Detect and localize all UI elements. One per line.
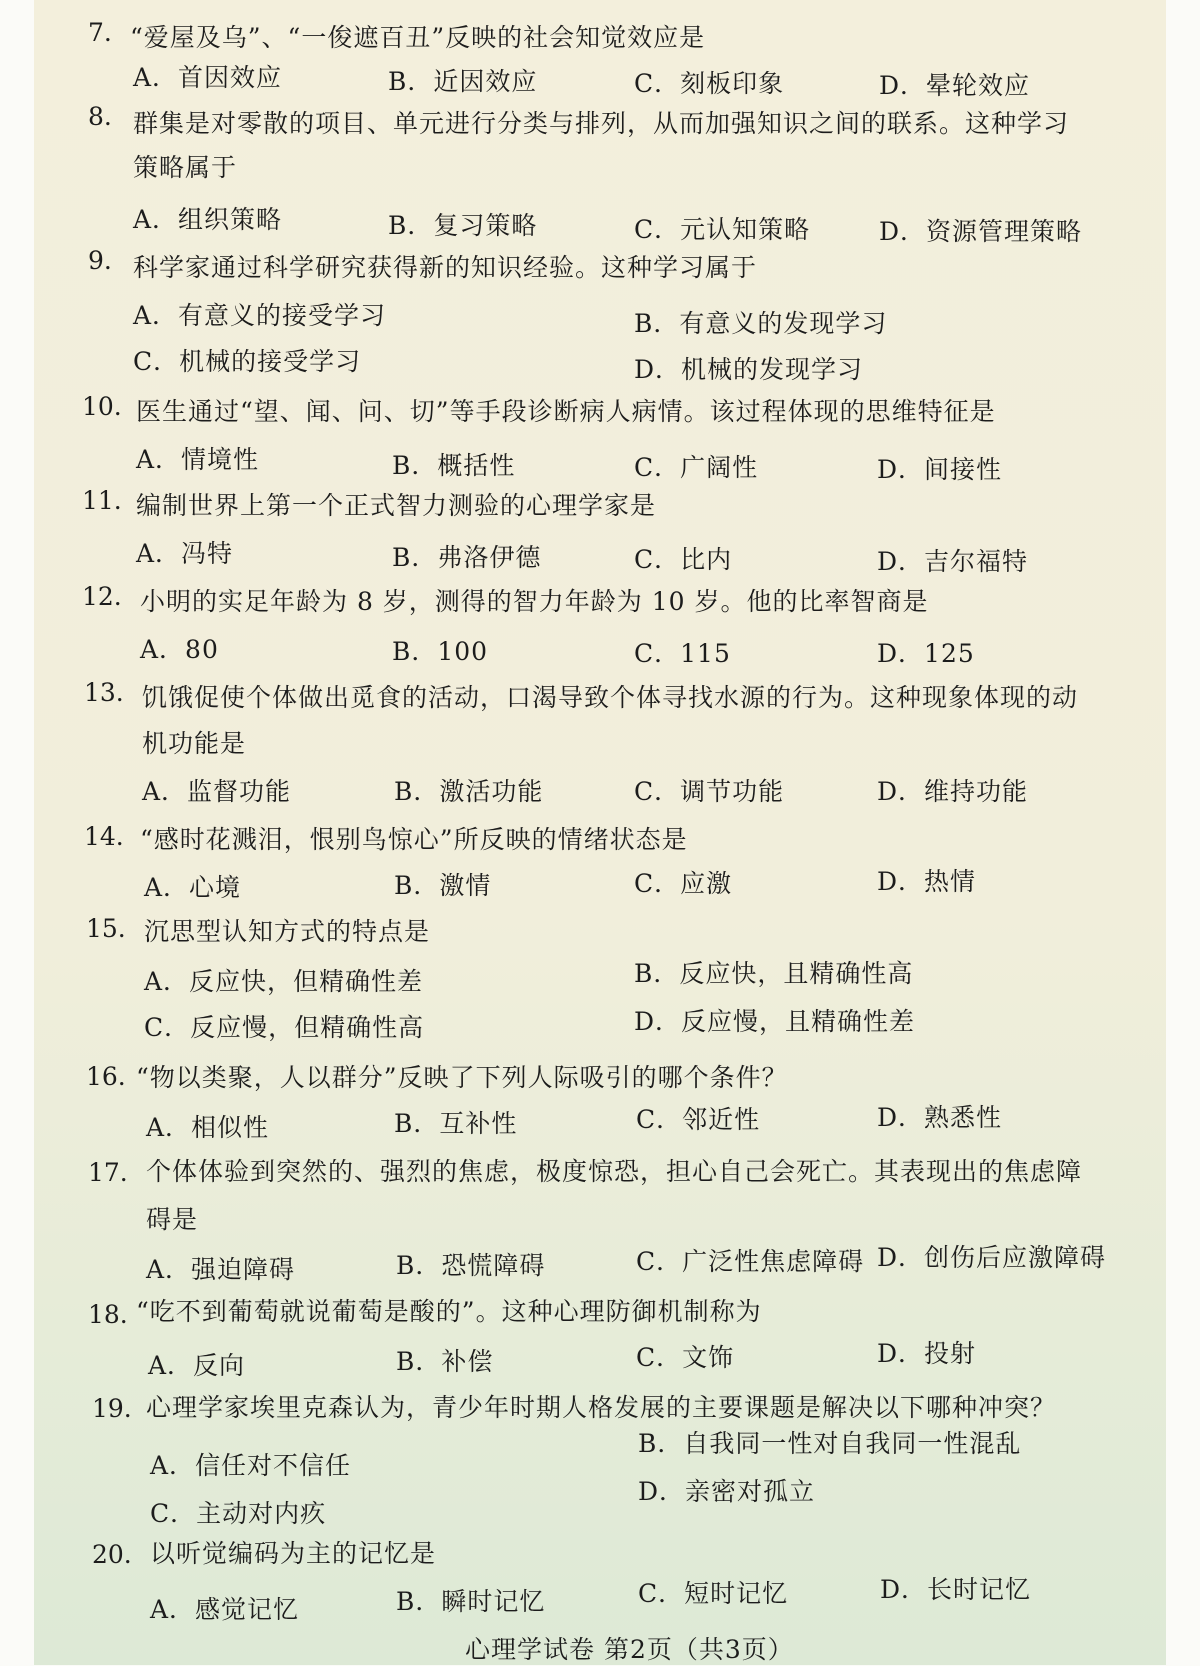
answer-option: B．补偿 bbox=[396, 1347, 494, 1376]
question-number: 8. bbox=[88, 102, 112, 131]
answer-option: D．125 bbox=[877, 639, 975, 668]
answer-option: B．激活功能 bbox=[394, 777, 544, 806]
answer-option: D．熟悉性 bbox=[877, 1103, 1003, 1132]
answer-option: A．心境 bbox=[144, 873, 242, 902]
question-number: 18. bbox=[88, 1300, 128, 1329]
question-number: 13. bbox=[84, 678, 124, 707]
answer-option: C．115 bbox=[634, 639, 731, 668]
answer-option: D．反应慢，且精确性差 bbox=[634, 1007, 916, 1036]
answer-option: C．比内 bbox=[634, 545, 733, 574]
question-stem: “吃不到葡萄就说葡萄是酸的”。这种心理防御机制称为 bbox=[136, 1297, 762, 1326]
answer-option: B．瞬时记忆 bbox=[396, 1587, 546, 1616]
answer-option: C．调节功能 bbox=[634, 777, 785, 806]
question-stem: 沉思型认知方式的特点是 bbox=[144, 917, 431, 946]
question-number: 7. bbox=[88, 18, 112, 47]
page-footer: 心理学试卷 第2页（共3页） bbox=[465, 1635, 794, 1664]
question-number: 16. bbox=[86, 1062, 126, 1091]
answer-option: D．晕轮效应 bbox=[879, 71, 1031, 100]
answer-option: B．100 bbox=[392, 637, 489, 666]
question-number: 14. bbox=[84, 822, 124, 851]
question-stem: “物以类聚，人以群分”反映了下列人际吸引的哪个条件？ bbox=[136, 1063, 788, 1092]
answer-option: A．反应快，但精确性差 bbox=[144, 967, 424, 996]
answer-option: A．情境性 bbox=[136, 445, 260, 474]
answer-option: A．信任对不信任 bbox=[150, 1451, 352, 1480]
answer-option: A．组织策略 bbox=[133, 205, 283, 234]
question-stem: 以听觉编码为主的记忆是 bbox=[150, 1539, 437, 1568]
answer-option: B．互补性 bbox=[394, 1109, 518, 1138]
answer-option: A．80 bbox=[140, 635, 219, 664]
answer-option: C．应激 bbox=[634, 869, 733, 898]
answer-option: A．首因效应 bbox=[133, 63, 283, 92]
answer-option: C．刻板印象 bbox=[634, 69, 785, 98]
question-number: 20. bbox=[92, 1540, 132, 1569]
answer-option: C．广泛性焦虑障碍 bbox=[636, 1247, 865, 1276]
question-number: 19. bbox=[92, 1394, 132, 1423]
question-number: 10. bbox=[82, 392, 122, 421]
answer-option: D．亲密对孤立 bbox=[638, 1477, 816, 1506]
question-number: 17. bbox=[88, 1158, 128, 1187]
answer-option: C．反应慢，但精确性高 bbox=[144, 1013, 425, 1042]
answer-option: A．反向 bbox=[148, 1351, 246, 1380]
question-number: 11. bbox=[82, 486, 122, 515]
question-number: 12. bbox=[82, 582, 122, 611]
answer-option: B．近因效应 bbox=[388, 67, 538, 96]
question-stem: 饥饿促使个体做出觅食的活动，口渴导致个体寻找水源的行为。这种现象体现的动 bbox=[142, 683, 1079, 712]
answer-option: B．复习策略 bbox=[388, 211, 538, 240]
answer-option: C．主动对内疚 bbox=[150, 1499, 327, 1528]
answer-option: B．激情 bbox=[394, 871, 492, 900]
question-stem: “爱屋及乌”、“一俊遮百丑”反映的社会知觉效应是 bbox=[130, 23, 706, 52]
answer-option: D．资源管理策略 bbox=[879, 217, 1083, 246]
answer-option: D．热情 bbox=[877, 867, 977, 896]
question-number: 9. bbox=[88, 246, 112, 275]
answer-option: D．投射 bbox=[877, 1339, 977, 1368]
question-stem: 个体体验到突然的、强烈的焦虑，极度惊恐，担心自己会死亡。其表现出的焦虑障 bbox=[146, 1157, 1083, 1186]
question-stem: 心理学家埃里克森认为，青少年时期人格发展的主要课题是解决以下哪种冲突？ bbox=[146, 1393, 1057, 1422]
answer-option: C．文饰 bbox=[636, 1343, 735, 1372]
answer-option: A．感觉记忆 bbox=[150, 1595, 300, 1624]
question-stem: 小明的实足年龄为 8 岁，测得的智力年龄为 10 岁。他的比率智商是 bbox=[140, 587, 929, 616]
question-stem: 科学家通过科学研究获得新的知识经验。这种学习属于 bbox=[133, 253, 758, 282]
question-stem: 机功能是 bbox=[142, 729, 247, 758]
answer-option: B．反应快，且精确性高 bbox=[634, 959, 914, 988]
answer-option: A．有意义的接受学习 bbox=[133, 301, 387, 330]
question-stem: 医生通过“望、闻、问、切”等手段诊断病人病情。该过程体现的思维特征是 bbox=[136, 397, 996, 426]
question-stem: 碍是 bbox=[146, 1205, 199, 1234]
answer-option: C．元认知策略 bbox=[634, 215, 811, 244]
answer-option: C．短时记忆 bbox=[638, 1579, 789, 1608]
answer-option: A．相似性 bbox=[146, 1113, 270, 1142]
question-stem: “感时花溅泪，恨别鸟惊心”所反映的情绪状态是 bbox=[140, 825, 688, 854]
answer-option: A．冯特 bbox=[136, 539, 234, 568]
answer-option: D．创伤后应激障碍 bbox=[877, 1243, 1107, 1272]
answer-option: D．维持功能 bbox=[877, 777, 1029, 806]
answer-option: B．概括性 bbox=[392, 451, 516, 480]
answer-option: B．弗洛伊德 bbox=[392, 543, 542, 572]
answer-option: C．邻近性 bbox=[636, 1105, 761, 1134]
answer-option: D．间接性 bbox=[877, 455, 1003, 484]
answer-option: A．强迫障碍 bbox=[146, 1255, 296, 1284]
answer-option: B．恐慌障碍 bbox=[396, 1251, 546, 1280]
answer-option: D．机械的发现学习 bbox=[634, 355, 864, 384]
answer-option: B．有意义的发现学习 bbox=[634, 309, 888, 338]
answer-option: D．长时记忆 bbox=[880, 1575, 1032, 1604]
answer-option: C．机械的接受学习 bbox=[133, 347, 362, 376]
question-stem: 编制世界上第一个正式智力测验的心理学家是 bbox=[136, 491, 657, 520]
answer-option: B．自我同一性对自我同一性混乱 bbox=[638, 1429, 1022, 1458]
question-stem: 群集是对零散的项目、单元进行分类与排列，从而加强知识之间的联系。这种学习 bbox=[133, 109, 1070, 138]
answer-option: A．监督功能 bbox=[142, 777, 292, 806]
question-stem: 策略属于 bbox=[133, 153, 238, 182]
question-number: 15. bbox=[86, 914, 126, 943]
answer-option: C．广阔性 bbox=[634, 453, 759, 482]
answer-option: D．吉尔福特 bbox=[877, 547, 1029, 576]
